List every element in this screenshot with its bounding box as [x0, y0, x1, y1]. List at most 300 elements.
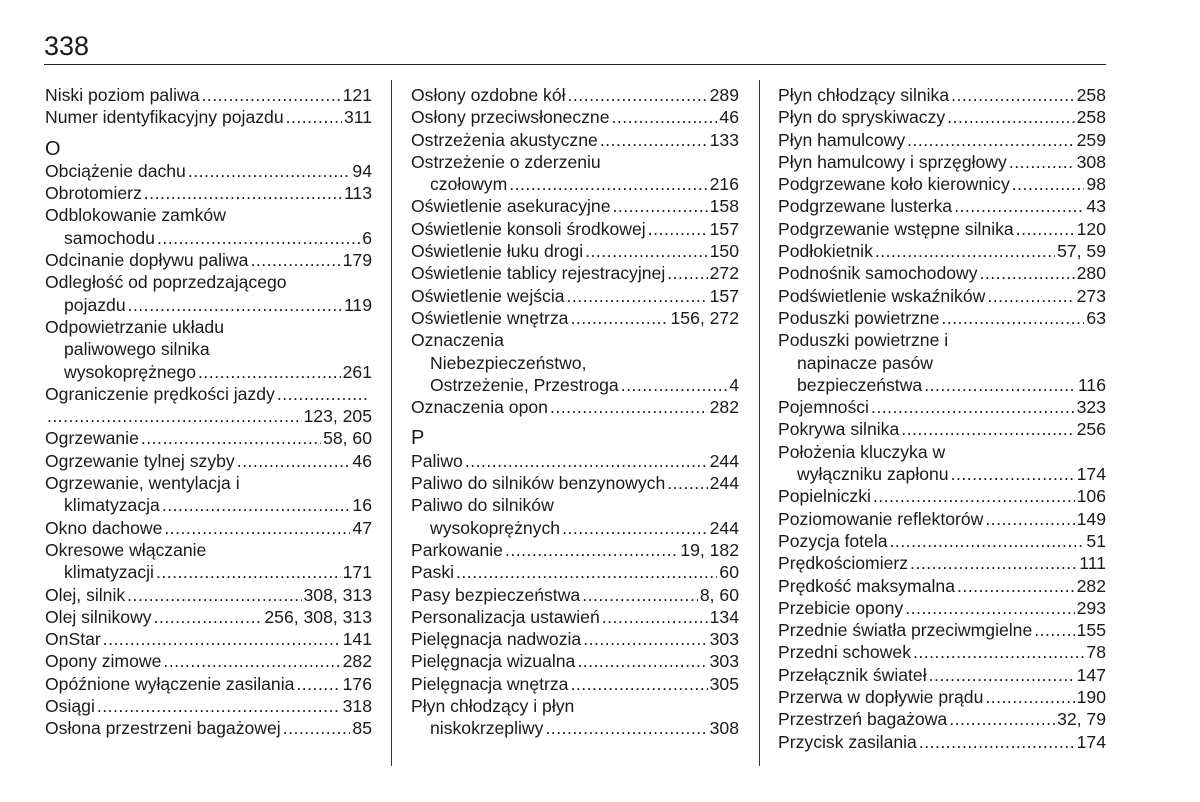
index-entry	[45, 717, 372, 739]
dot-leader	[667, 262, 707, 284]
page-reference: 311	[343, 107, 372, 128]
dot-leader	[509, 173, 707, 195]
index-term: Płyn chłodzący silnika	[778, 85, 950, 105]
dot-leader	[905, 597, 1074, 619]
index-entry-line	[411, 673, 739, 695]
index-term: Płyn chłodzący i płyn	[411, 696, 575, 717]
index-entry-line	[45, 338, 372, 360]
index-entry	[778, 106, 1106, 128]
index-entry-line	[45, 271, 372, 293]
index-term: Ogrzewanie tylnej szyby	[45, 450, 235, 471]
index-term: Prędkość maksymalna	[778, 575, 955, 596]
index-entry	[45, 673, 372, 695]
page-reference: 57, 59	[1057, 241, 1106, 262]
dot-leader	[1016, 218, 1075, 240]
index-entry-line	[45, 472, 372, 494]
index-entry-line	[411, 195, 739, 217]
page-reference: 176	[342, 673, 372, 694]
index-entry-line	[778, 329, 1106, 351]
dot-leader	[980, 262, 1075, 284]
index-term: Przełącznik świateł	[778, 664, 927, 685]
index-entry-line	[411, 129, 739, 151]
page-reference: 259	[1076, 129, 1106, 150]
index-entry-line	[411, 285, 739, 307]
page-reference: 256	[1076, 419, 1106, 440]
index-entry-line	[411, 517, 739, 539]
dot-leader	[283, 717, 351, 739]
dot-leader	[188, 160, 351, 182]
index-entry	[778, 195, 1106, 217]
index-term: Pojemności	[778, 397, 869, 418]
dot-leader	[929, 664, 1075, 686]
index-term: Ostrzeżenia akustyczne	[411, 129, 598, 150]
dot-leader	[97, 695, 341, 717]
index-term: Opóźnione wyłączenie zasilania	[45, 673, 295, 694]
dot-leader	[277, 383, 370, 405]
index-entry	[778, 641, 1106, 663]
dot-leader	[570, 307, 668, 329]
index-term: Personalizacja ustawień	[411, 606, 600, 627]
page-reference: 46	[352, 450, 372, 471]
index-term: Poziomowanie reflektorów	[778, 508, 984, 529]
index-term: Oświetlenie konsoli środkowej	[411, 218, 646, 239]
page-reference: 106	[1076, 486, 1106, 507]
index-term: Osłony ozdobne kół	[411, 85, 566, 105]
page-reference: 303	[709, 629, 739, 650]
index-entry	[411, 628, 739, 650]
index-term: Opony zimowe	[45, 651, 162, 672]
index-entry	[778, 686, 1106, 708]
index-entry	[778, 731, 1106, 753]
index-term: Numer identyfikacyjny pojazdu	[45, 107, 284, 128]
dot-leader	[128, 294, 342, 316]
dot-leader	[913, 641, 1084, 663]
dot-leader	[987, 285, 1074, 307]
index-term: Niebezpieczeństwo,	[430, 352, 587, 373]
page-reference: 63	[1086, 307, 1106, 328]
index-entry	[45, 695, 372, 717]
index-entry	[45, 427, 372, 449]
dot-leader	[568, 84, 708, 106]
index-entry-line	[778, 731, 1106, 753]
index-entry-line	[778, 129, 1106, 151]
index-entry	[778, 619, 1106, 641]
index-term: Pokrywa silnika	[778, 419, 900, 440]
index-entry	[411, 84, 739, 106]
index-entry	[45, 271, 372, 316]
index-term: Ogrzewanie, wentylacja i	[45, 473, 240, 494]
index-entry	[778, 485, 1106, 507]
index-entry-line	[411, 494, 739, 516]
index-entry-line	[45, 584, 372, 606]
index-entry	[411, 218, 739, 240]
index-entry-line	[778, 441, 1106, 463]
index-term: Oświetlenie asekuracyjne	[411, 196, 611, 217]
index-term: Podłokietnik	[778, 241, 873, 262]
index-column-3	[778, 84, 1106, 753]
dot-leader	[600, 129, 708, 151]
index-entry	[411, 396, 739, 418]
index-entry-line	[45, 227, 372, 249]
index-term: Paliwo do silników	[411, 495, 554, 516]
page-reference: 60	[719, 562, 739, 583]
page-reference: 171	[342, 562, 372, 583]
index-entry	[778, 530, 1106, 552]
index-term: wyłączniku zapłonu	[797, 464, 949, 485]
index-term: Odpowietrzanie układu	[45, 316, 224, 337]
index-entry	[45, 160, 372, 182]
page-reference: 293	[1076, 597, 1106, 618]
page-reference: 157	[709, 285, 739, 306]
page-reference: 46	[719, 107, 739, 128]
index-entry-line	[411, 329, 739, 351]
page-reference: 94	[352, 160, 372, 181]
header-rule	[44, 64, 1106, 65]
dot-leader	[621, 374, 727, 396]
index-entry	[45, 539, 372, 584]
dot-leader	[985, 686, 1074, 708]
index-entry	[45, 584, 372, 606]
page-reference: 258	[1076, 85, 1106, 105]
page-reference: 133	[709, 129, 739, 150]
index-entry	[411, 262, 739, 284]
page-reference: 308, 313	[303, 584, 372, 605]
page-reference: 16	[352, 495, 372, 516]
index-entry	[411, 195, 739, 217]
index-entry-line	[411, 606, 739, 628]
index-term: Podgrzewane koło kierownicy	[778, 174, 1010, 195]
index-term: Paliwo do silników benzynowych	[411, 473, 666, 494]
index-entry	[778, 218, 1106, 240]
dot-leader	[941, 307, 1084, 329]
index-term: Podnośnik samochodowy	[778, 263, 978, 284]
dot-leader	[237, 450, 351, 472]
index-entry	[411, 606, 739, 628]
page-reference: 6	[362, 227, 372, 248]
index-entry	[45, 383, 372, 428]
index-term: Oświetlenie łuku drogi	[411, 241, 584, 262]
page-reference: 282	[342, 651, 372, 672]
page-reference: 141	[342, 629, 372, 650]
page-reference: 158	[709, 196, 739, 217]
index-entry	[778, 151, 1106, 173]
index-term: Podgrzewane lusterka	[778, 196, 953, 217]
index-term: Oświetlenie tablicy rejestracyjnej	[411, 263, 666, 284]
index-entry	[411, 151, 739, 196]
page-reference: 258	[1076, 107, 1106, 128]
index-entry	[411, 307, 739, 329]
index-term: Parkowanie	[411, 539, 503, 560]
index-entry-line	[45, 316, 372, 338]
index-term: Ogrzewanie	[45, 428, 139, 449]
dot-leader	[954, 195, 1084, 217]
index-term: wysokoprężnych	[430, 517, 561, 538]
dot-leader	[577, 650, 707, 672]
page-reference: 113	[343, 183, 372, 204]
index-term: Przedni schowek	[778, 642, 911, 663]
dot-leader	[873, 485, 1075, 507]
index-term: Pielęgnacja wizualna	[411, 651, 576, 672]
index-term: Pielęgnacja wnętrza	[411, 673, 569, 694]
index-entry	[778, 129, 1106, 151]
index-entry-line	[778, 418, 1106, 440]
index-entry-line	[778, 396, 1106, 418]
column-divider	[759, 80, 760, 766]
index-entry-line	[411, 472, 739, 494]
dot-leader	[583, 628, 707, 650]
dot-leader	[163, 650, 340, 672]
index-term: Przestrzeń bagażowa	[778, 709, 948, 730]
page-reference: 149	[1076, 508, 1106, 529]
index-entry	[411, 584, 739, 606]
index-entry-line	[778, 262, 1106, 284]
page-reference: 256, 308, 313	[264, 606, 372, 627]
index-entry-line	[411, 173, 739, 195]
index-entry	[411, 106, 739, 128]
dot-leader	[550, 396, 708, 418]
index-entry-line	[778, 84, 1106, 106]
index-term: Obrotomierz	[45, 183, 142, 204]
index-entry-line	[45, 106, 372, 128]
index-term: Pozycja fotela	[778, 530, 888, 551]
index-entry	[45, 316, 372, 383]
index-entry-line	[45, 204, 372, 226]
index-entry-line	[411, 695, 739, 717]
index-term: napinacze pasów	[797, 352, 933, 373]
index-entry	[778, 508, 1106, 530]
page-reference: 280	[1076, 263, 1106, 284]
index-entry-line	[45, 673, 372, 695]
index-entry-line	[45, 361, 372, 383]
dot-leader	[947, 106, 1074, 128]
index-term: czołowym	[430, 174, 508, 195]
index-entry-line	[411, 717, 739, 739]
dot-leader	[1012, 173, 1085, 195]
index-term: Odblokowanie zamków	[45, 205, 226, 226]
dot-leader	[957, 575, 1075, 597]
index-entry	[411, 494, 739, 539]
index-term: klimatyzacji	[64, 562, 154, 583]
index-entry-line	[411, 262, 739, 284]
index-entry	[45, 472, 372, 517]
page-reference: 174	[1076, 464, 1106, 485]
index-term: Olej, silnik	[45, 584, 126, 605]
index-entry-line	[411, 584, 739, 606]
dot-leader	[505, 539, 678, 561]
page-reference: 43	[1086, 196, 1106, 217]
index-term: Płyn do spryskiwaczy	[778, 107, 946, 128]
index-term: Przednie światła przeciwmgielne	[778, 620, 1033, 641]
section-letter: O	[45, 137, 61, 160]
page-reference: 216	[709, 174, 739, 195]
dot-leader	[103, 628, 341, 650]
dot-leader	[156, 561, 341, 583]
page-reference: 120	[1076, 218, 1106, 239]
index-entry-line	[778, 374, 1106, 396]
page-reference: 273	[1076, 285, 1106, 306]
dot-leader	[154, 606, 263, 628]
index-entry-line	[778, 686, 1106, 708]
index-entry	[778, 285, 1106, 307]
index-entry-line	[778, 597, 1106, 619]
index-term: Osłona przestrzeni bagażowej	[45, 718, 281, 739]
index-term: Poduszki powietrzne i	[778, 330, 949, 351]
index-entry	[411, 673, 739, 695]
index-entry-line	[45, 383, 372, 405]
dot-leader	[871, 396, 1075, 418]
dot-leader	[949, 708, 1055, 730]
page-reference: 4	[729, 374, 739, 395]
index-entry	[778, 307, 1106, 329]
index-term: Przycisk zasilania	[778, 731, 917, 752]
dot-leader	[612, 106, 718, 128]
index-entry-line	[778, 664, 1106, 686]
index-term: Ograniczenie prędkości jazdy	[45, 383, 275, 404]
index-entry-line	[778, 106, 1106, 128]
index-entry	[778, 84, 1106, 106]
index-entry	[778, 329, 1106, 396]
index-entry-line	[778, 173, 1106, 195]
index-entry-line	[778, 552, 1106, 574]
index-term: paliwowego silnika	[64, 339, 210, 360]
index-term: Płyn hamulcowy i sprzęgłowy	[778, 151, 1007, 172]
index-entry	[45, 606, 372, 628]
index-term: Przebicie opony	[778, 597, 904, 618]
index-term: Obciążenie dachu	[45, 160, 186, 181]
page-reference: 244	[709, 473, 739, 494]
index-term: Oznaczenia	[411, 330, 504, 351]
index-entry	[411, 561, 739, 583]
index-entry	[411, 695, 739, 740]
index-entry-line	[411, 352, 739, 374]
index-term: Paski	[411, 562, 455, 583]
index-term: Pielęgnacja nadwozia	[411, 629, 582, 650]
index-term: Pasy bezpieczeństwa	[411, 584, 581, 605]
dot-leader	[456, 561, 717, 583]
page-reference: 244	[709, 517, 739, 538]
index-entry-line	[778, 508, 1106, 530]
index-term: OnStar	[45, 629, 101, 650]
dot-leader	[585, 240, 708, 262]
page-reference: 244	[709, 450, 739, 471]
page-reference: 134	[709, 606, 739, 627]
dot-leader	[141, 427, 321, 449]
index-term: Olej silnikowy	[45, 606, 152, 627]
index-entry	[45, 450, 372, 472]
index-entry-line	[778, 530, 1106, 552]
index-entry-line	[411, 561, 739, 583]
index-term: Ostrzeżenie, Przestroga	[430, 374, 619, 395]
index-entry	[411, 129, 739, 151]
index-entry-line	[45, 84, 372, 106]
index-entry	[778, 664, 1106, 686]
dot-leader	[890, 530, 1085, 552]
index-entry-line	[411, 374, 739, 396]
dot-leader	[875, 240, 1055, 262]
index-term: Poduszki powietrzne	[778, 307, 940, 328]
index-entry-line	[411, 650, 739, 672]
index-entry-line	[45, 539, 372, 561]
dot-leader	[1009, 151, 1075, 173]
dot-leader	[613, 195, 708, 217]
page-reference: 289	[709, 85, 739, 105]
index-entry	[778, 240, 1106, 262]
dot-leader	[985, 508, 1074, 530]
page-reference: 98	[1086, 174, 1106, 195]
index-entry	[45, 517, 372, 539]
dot-leader	[570, 673, 707, 695]
dot-leader	[907, 129, 1075, 151]
index-term: Płyn hamulcowy	[778, 129, 906, 150]
index-term: Osiągi	[45, 696, 95, 717]
section-letter: P	[411, 427, 425, 450]
index-entry	[45, 182, 372, 204]
index-term: Oznaczenia opon	[411, 397, 548, 418]
index-term: Osłony przeciwsłoneczne	[411, 107, 610, 128]
index-entry	[411, 285, 739, 307]
index-entry	[411, 329, 739, 396]
page-reference: 116	[1077, 374, 1106, 395]
page-reference: 150	[709, 241, 739, 262]
index-term: Oświetlenie wnętrza	[411, 307, 569, 328]
page-reference: 272	[709, 263, 739, 284]
page-reference: 305	[709, 673, 739, 694]
index-term: Oświetlenie wejścia	[411, 285, 565, 306]
index-entry	[778, 552, 1106, 574]
page-reference: 51	[1086, 530, 1106, 551]
index-entry-line	[45, 160, 372, 182]
index-entry	[45, 650, 372, 672]
index-term: Popielniczki	[778, 486, 871, 507]
index-entry	[411, 539, 739, 561]
index-entry-line	[411, 628, 739, 650]
index-entry-line	[778, 641, 1106, 663]
index-entry-line	[778, 575, 1106, 597]
page-reference: 85	[352, 718, 372, 739]
index-entry-line	[45, 494, 372, 516]
dot-leader	[901, 418, 1074, 440]
index-term: pojazdu	[64, 294, 126, 315]
index-entry-line	[45, 450, 372, 472]
dot-leader	[919, 731, 1075, 753]
index-entry	[411, 240, 739, 262]
index-term: Prędkościomierz	[778, 553, 909, 574]
index-entry-line	[778, 151, 1106, 173]
index-entry	[778, 173, 1106, 195]
page-reference: 282	[709, 397, 739, 418]
dot-leader	[567, 285, 708, 307]
dot-leader	[562, 517, 708, 539]
index-entry-line	[778, 307, 1106, 329]
page-reference: 318	[342, 696, 372, 717]
index-term: klimatyzacja	[64, 495, 160, 516]
dot-leader	[465, 450, 708, 472]
dot-leader	[127, 584, 301, 606]
dot-leader	[545, 717, 707, 739]
index-entry-line	[411, 84, 739, 106]
page-reference: 303	[709, 651, 739, 672]
index-term: Podświetlenie wskaźników	[778, 285, 986, 306]
index-entry-line	[45, 606, 372, 628]
index-entry	[45, 84, 372, 106]
index-entry-line	[411, 151, 739, 173]
index-entry	[45, 204, 372, 249]
index-entry	[778, 418, 1106, 440]
index-entry-line	[778, 485, 1106, 507]
index-entry-line	[45, 628, 372, 650]
page-reference: 8, 60	[699, 584, 739, 605]
page-reference: 308	[709, 718, 739, 739]
